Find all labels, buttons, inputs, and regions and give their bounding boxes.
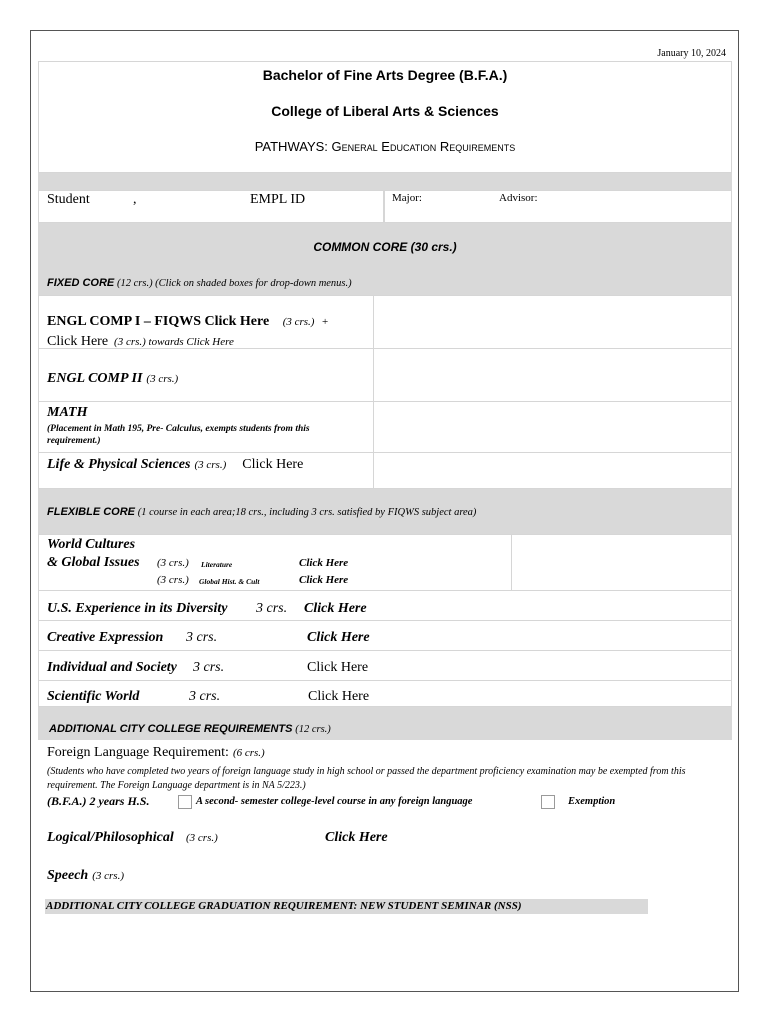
individual-society-title: Individual and Society [47,660,177,675]
flexible-core-label: FLEXIBLE CORE [47,506,136,518]
advisor-label: Advisor: [499,192,538,204]
pathways-subtitle: General Education Requirements [331,139,516,154]
individual-society-credits: 3 crs. [193,660,225,675]
literature-click-here[interactable]: Click Here [299,557,349,569]
us-experience-credits: 3 crs. [256,601,288,616]
additional-requirements-header [49,723,331,735]
fixed-core-note: (12 crs.) (Click on shaded boxes for drop-down menus.) [116,278,352,289]
engl-comp-2-title: ENGL COMP II [47,371,143,386]
math-answer-cell[interactable] [374,402,731,452]
row-divider [38,620,732,621]
global-history-click-here[interactable]: Click Here [299,574,349,586]
creative-expression-credits: 3 crs. [186,630,218,645]
life-physical-row[interactable] [47,455,303,473]
math-title: MATH [47,405,88,420]
world-credits-1: (3 crs.) [157,557,189,569]
individual-society-click-here[interactable]: Click Here [307,660,369,675]
foreign-language-note: (Students who have completed two years of foreign language study in high school or passed the department proficiency examination may be exempted from this requirement. The Foreign Language department is in NA 5/223.) [47,766,686,791]
engl-comp-2-row[interactable] [47,369,178,387]
life-physical-answer-cell[interactable] [374,453,731,489]
foreign-language-credits: (6 crs.) [232,747,265,759]
row-divider [38,590,732,591]
bfa-high-school-option: (B.F.A.) 2 years H.S. [47,794,150,808]
engl-comp-1-title[interactable]: ENGL COMP I – FIQWS Click Here [47,314,270,329]
engl-comp-2-answer-cell[interactable] [374,349,731,401]
engl-comp-1-line2[interactable] [47,332,234,350]
scientific-world-title: Scientific World [47,689,140,704]
speech-credits: (3 crs.) [92,870,124,882]
second-semester-option: A second- semester college-level course in any foreign language [196,796,473,807]
engl-comp-1-towards[interactable]: (3 crs.) towards Click Here [114,336,234,348]
us-experience-title: U.S. Experience in its Diversity [47,601,228,616]
math-note: (Placement in Math 195, Pre- Calculus, exempts students from this requirement.) [47,424,310,446]
foreign-language-title: Foreign Language Requirement: [47,745,229,760]
exemption-label: Exemption [568,796,616,807]
creative-expression-click-here[interactable]: Click Here [307,630,370,645]
additional-requirements-label: ADDITIONAL CITY COLLEGE REQUIREMENTS [49,723,293,735]
fixed-core-label: FIXED CORE [47,277,115,289]
us-experience-click-here[interactable]: Click Here [304,601,367,616]
scientific-world-credits: 3 crs. [189,689,221,704]
major-advisor-cell[interactable] [384,190,732,223]
header-divider-strip [38,173,732,190]
flexible-core-header [47,506,476,518]
row-divider [38,650,732,651]
student-name-comma: , [133,192,137,207]
common-core-title: COMMON CORE (30 crs.) [313,240,457,254]
exemption-checkbox[interactable] [541,795,555,809]
fixed-core-header [47,277,352,289]
logical-philosophical-click-here[interactable]: Click Here [325,830,388,845]
engl-comp-1-click-here[interactable]: Click Here [47,334,109,349]
foreign-language-row [47,743,265,761]
speech-title: Speech [47,868,89,883]
engl-comp-1-credits: (3 crs.) [282,316,315,328]
pathways-label: PATHWAYS: [254,139,328,154]
creative-expression-title: Creative Expression [47,630,164,645]
world-cultures-answer-cell[interactable] [512,535,731,590]
major-label: Major: [392,192,422,204]
row-divider [38,680,732,681]
life-physical-credits: (3 crs.) [194,459,227,471]
logical-philosophical-title: Logical/Philosophical [47,830,174,845]
global-history-label: Global Hist. & Cult [199,577,260,586]
graduation-requirement-text: ADDITIONAL CITY COLLEGE GRADUATION REQUIREMENT: NEW STUDENT SEMINAR (NSS) [46,900,522,912]
high-school-checkbox[interactable] [178,795,192,809]
degree-title: Bachelor of Fine Arts Degree (B.F.A.) [262,67,508,83]
scientific-world-click-here[interactable]: Click Here [308,689,370,704]
engl-comp-2-credits: (3 crs.) [146,373,179,385]
global-issues-title: & Global Issues [47,555,140,570]
logical-philosophical-credits: (3 crs.) [186,832,218,844]
speech-row [47,866,124,884]
college-title: College of Liberal Arts & Sciences [271,103,499,119]
flexible-core-note: (1 course in each area;18 crs., including 3 crs. satisfied by FIQWS subject area) [137,507,477,518]
life-physical-title: Life & Physical Sciences [47,457,191,472]
student-label: Student [47,192,90,207]
document-date: January 10, 2024 [657,48,726,59]
plus-sign: + [321,316,329,328]
engl-comp-1-answer-cell[interactable] [374,296,731,348]
additional-requirements-credits: (12 crs.) [295,724,331,735]
world-cultures-title: World Cultures [47,537,136,552]
life-physical-click-here[interactable]: Click Here [242,457,304,472]
engl-comp-1-row[interactable] [47,314,328,330]
pathways-title [38,139,732,154]
literature-label: Literature [201,560,233,569]
world-credits-2: (3 crs.) [157,574,189,586]
empl-id-label: EMPL ID [250,192,306,207]
